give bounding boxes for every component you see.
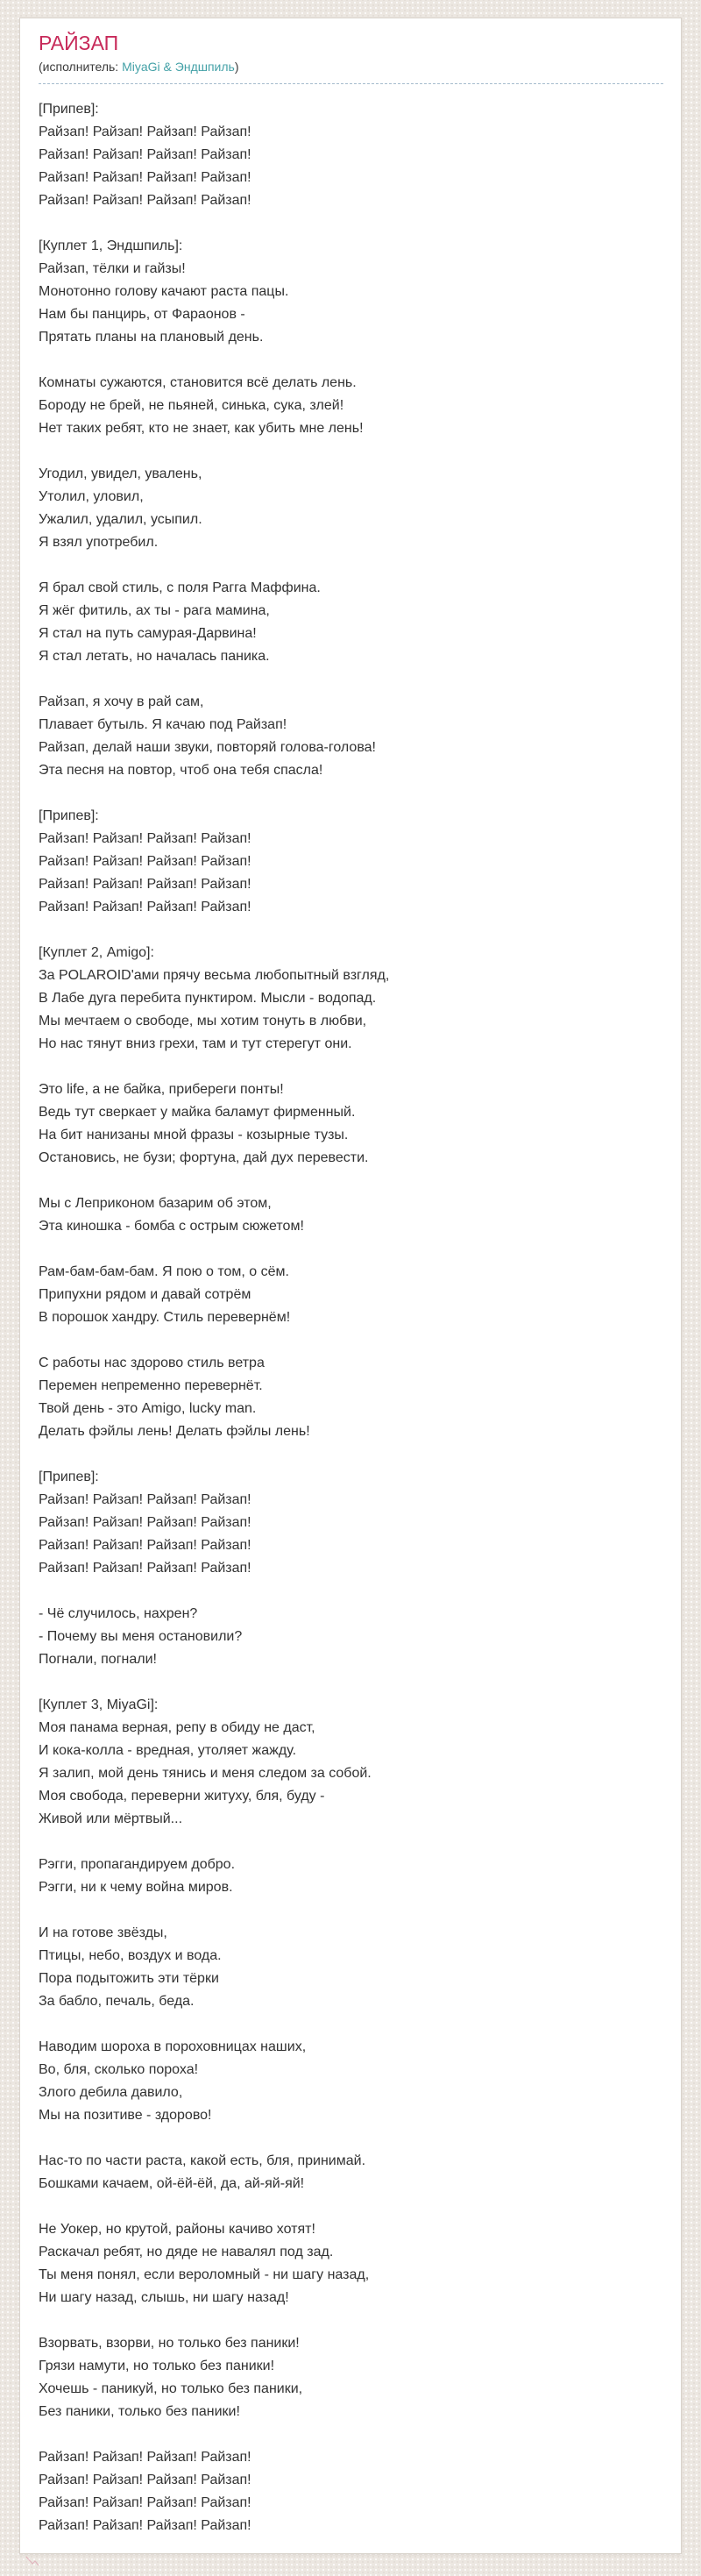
lyrics-line: Без паники, только без паники!: [39, 2404, 240, 2419]
lyrics-line: Рам-бам-бам-бам. Я пою о том, о сём.: [39, 1264, 289, 1279]
lyrics-line: Комнаты сужаются, становится всё делать лень.: [39, 375, 357, 390]
lyrics-line: Ни шагу назад, слышь, ни шагу назад!: [39, 2290, 289, 2305]
lyrics-line: Райзап! Райзап! Райзап! Райзап!: [39, 877, 251, 892]
lyrics-line: Рэгги, пропагандируем добро.: [39, 1857, 236, 1872]
lyrics-line: Мы на позитиве - здорово!: [39, 2108, 212, 2123]
lyrics-line: Райзап! Райзап! Райзап! Райзап!: [39, 170, 251, 185]
lyrics-line: Бошками качаем, ой-ёй-ёй, да, ай-яй-яй!: [39, 2176, 305, 2191]
lyrics-line: Райзап! Райзап! Райзап! Райзап!: [39, 1538, 251, 1553]
song-header: [39, 30, 663, 84]
lyrics-line: Райзап! Райзап! Райзап! Райзап!: [39, 1515, 251, 1530]
lyrics-line: Райзап! Райзап! Райзап! Райзап!: [39, 147, 251, 162]
song-title: РАЙЗАП: [39, 32, 119, 54]
lyrics-line: Угодил, увидел, увалень,: [39, 466, 202, 481]
lyrics-stanza: [39, 2332, 663, 2423]
lyrics-stanza: [39, 98, 663, 212]
lyrics-line: Плавает бутыль. Я качаю под Райзап!: [39, 717, 287, 732]
lyrics-line: Райзап! Райзап! Райзап! Райзап!: [39, 900, 251, 914]
lyrics-line: Это life, а не байка, прибереги понты!: [39, 1082, 284, 1097]
lyrics-stanza: [39, 372, 663, 440]
lyrics-line: Перемен непременно перевернёт.: [39, 1378, 263, 1393]
lyrics-line: Моя панама верная, репу в обиду не даст,: [39, 1720, 315, 1735]
lyrics-line: Рэгги, ни к чему война миров.: [39, 1880, 233, 1895]
lyrics-stanza: [39, 942, 663, 1056]
lyrics-line: Хочешь - паникуй, но только без паники,: [39, 2381, 303, 2396]
lyrics-line: Раскачал ребят, но дяде не навалял под зад.: [39, 2245, 334, 2259]
lyrics-line: Ужалил, удалил, усыпил.: [39, 512, 202, 527]
lyrics-stanza: [39, 1922, 663, 2013]
lyrics-card: [19, 18, 682, 2554]
lyrics-line: Твой день - это Amigo, lucky man.: [39, 1401, 257, 1416]
lyrics-stanza: [39, 2218, 663, 2309]
lyrics-line: Я стал на путь самурая-Дарвина!: [39, 626, 257, 641]
lyrics-stanza: [39, 1694, 663, 1831]
lyrics-line: Эта киношка - бомба с острым сюжетом!: [39, 1219, 304, 1234]
lyrics-line: [Припев]:: [39, 102, 99, 117]
lyrics-line: [Припев]:: [39, 1469, 99, 1484]
lyrics-line: - Чё случилось, нахрен?: [39, 1606, 198, 1621]
lyrics-text: [39, 98, 663, 2537]
lyrics-line: И кока-колла - вредная, утоляет жажду.: [39, 1743, 297, 1758]
lyrics-line: [Куплет 1, Эндшпиль]:: [39, 238, 183, 253]
artist-prefix-label: (исполнитель:: [39, 60, 119, 74]
lyrics-stanza: [39, 805, 663, 919]
lyrics-line: Нам бы панцирь, от Фараонов -: [39, 307, 245, 322]
lyrics-line: Мы мечтаем о свободе, мы хотим тонуть в любви,: [39, 1014, 367, 1028]
lyrics-line: В Лабе дуга перебита пунктиром. Мысли - водопад.: [39, 991, 377, 1006]
lyrics-line: Птицы, небо, воздух и вода.: [39, 1948, 222, 1963]
lyrics-line: Нас-то по части раста, какой есть, бля, принимай.: [39, 2153, 366, 2168]
lyrics-line: Райзап! Райзап! Райзап! Райзап!: [39, 2450, 251, 2465]
lyrics-line: Мы с Леприконом базарим об этом,: [39, 1196, 272, 1211]
lyrics-line: Монотонно голову качают раста пацы.: [39, 284, 289, 299]
lyrics-line: Нет таких ребят, кто не знает, как убить мне лень!: [39, 421, 364, 436]
lyrics-stanza: [39, 2446, 663, 2537]
lyrics-line: Делать фэйлы лень! Делать фэйлы лень!: [39, 1424, 310, 1439]
lyrics-stanza: [39, 463, 663, 554]
lyrics-stanza: [39, 1466, 663, 1580]
lyrics-line: Райзап! Райзап! Райзап! Райзап!: [39, 2518, 251, 2533]
lyrics-line: Взорвать, взорви, но только без паники!: [39, 2336, 300, 2351]
lyrics-line: Райзап! Райзап! Райзап! Райзап!: [39, 2473, 251, 2487]
lyrics-line: Бороду не брей, не пьяней, синька, сука, злей!: [39, 398, 344, 413]
lyrics-line: Я залип, мой день тянись и меня следом за собой.: [39, 1766, 372, 1781]
lyrics-stanza: [39, 691, 663, 782]
artist-suffix-label: ): [234, 60, 239, 74]
lyrics-line: В порошок хандру. Стиль перевернём!: [39, 1310, 291, 1325]
lyrics-line: Райзап! Райзап! Райзап! Райзап!: [39, 1492, 251, 1507]
lyrics-line: Погнали, погнали!: [39, 1652, 157, 1667]
lyrics-line: Моя свобода, переверни житуху, бля, буду -: [39, 1789, 325, 1804]
lyrics-line: Райзап! Райзап! Райзап! Райзап!: [39, 193, 251, 208]
corner-decoration-mark: [25, 2555, 40, 2567]
lyrics-stanza: [39, 1352, 663, 1443]
lyrics-line: Злого дебила давило,: [39, 2085, 183, 2100]
lyrics-line: [Припев]:: [39, 808, 99, 823]
lyrics-line: Не Уокер, но крутой, районы качиво хотят!: [39, 2222, 315, 2237]
lyrics-line: Райзап! Райзап! Райзап! Райзап!: [39, 2495, 251, 2510]
lyrics-line: Райзап, я хочу в рай сам,: [39, 694, 204, 709]
lyrics-line: Я брал свой стиль, с поля Рагга Маффина.: [39, 580, 321, 595]
lyrics-line: Остановись, не бузи; фортуна, дай дух перевести.: [39, 1150, 369, 1165]
lyrics-line: Я взял употребил.: [39, 535, 159, 550]
lyrics-line: - Почему вы меня остановили?: [39, 1629, 243, 1644]
lyrics-line: На бит нанизаны мной фразы - козырные тузы.: [39, 1128, 349, 1142]
lyrics-stanza: [39, 577, 663, 668]
lyrics-line: С работы нас здорово стиль ветра: [39, 1356, 265, 1370]
lyrics-line: Райзап! Райзап! Райзап! Райзап!: [39, 125, 251, 139]
lyrics-line: [Куплет 3, MiyaGi]:: [39, 1697, 159, 1712]
lyrics-stanza: [39, 2150, 663, 2195]
lyrics-line: [Куплет 2, Amigo]:: [39, 945, 154, 960]
lyrics-line: Прятать планы на плановый день.: [39, 330, 264, 345]
lyrics-line: Но нас тянут вниз грехи, там и тут стерегут они.: [39, 1036, 352, 1051]
lyrics-line: Наводим шороха в пороховницах наших,: [39, 2039, 307, 2054]
artist-separator: &: [163, 60, 172, 74]
lyrics-line: Эта песня на повтор, чтоб она тебя спасла!: [39, 763, 323, 778]
lyrics-line: Живой или мёртвый...: [39, 1811, 183, 1826]
lyrics-stanza: [39, 235, 663, 349]
lyrics-line: Я стал летать, но началась паника.: [39, 649, 270, 664]
artist-link-miyagi[interactable]: MiyaGi: [122, 60, 160, 74]
lyrics-line: За POLAROID'ами прячу весьма любопытный взгляд,: [39, 968, 390, 983]
lyrics-line: Ты меня понял, если вероломный - ни шагу назад,: [39, 2267, 370, 2282]
lyrics-stanza: [39, 1603, 663, 1671]
lyrics-stanza: [39, 1854, 663, 1899]
lyrics-line: Грязи намути, но только без паники!: [39, 2359, 275, 2373]
lyrics-line: Я жёг фитиль, ах ты - рага мамина,: [39, 603, 270, 618]
artist-line: [39, 58, 663, 75]
lyrics-line: Райзап! Райзап! Райзап! Райзап!: [39, 831, 251, 846]
artist-link-endshpil[interactable]: Эндшпиль: [174, 60, 235, 74]
lyrics-line: Припухни рядом и давай сотрём: [39, 1287, 251, 1302]
lyrics-stanza: [39, 1261, 663, 1329]
lyrics-line: Во, бля, сколько пороха!: [39, 2062, 199, 2077]
lyrics-stanza: [39, 1192, 663, 1238]
lyrics-line: Райзап, делай наши звуки, повторяй голова-голова!: [39, 740, 376, 755]
lyrics-line: Утолил, уловил,: [39, 489, 144, 504]
lyrics-stanza: [39, 1078, 663, 1170]
lyrics-line: За бабло, печаль, беда.: [39, 1994, 195, 2009]
lyrics-line: Райзап! Райзап! Райзап! Райзап!: [39, 1561, 251, 1576]
lyrics-stanza: [39, 2036, 663, 2127]
lyrics-line: И на готове звёзды,: [39, 1925, 167, 1940]
lyrics-line: Райзап! Райзап! Райзап! Райзап!: [39, 854, 251, 869]
lyrics-line: Пора подытожить эти тёрки: [39, 1971, 219, 1986]
lyrics-line: Ведь тут сверкает у майка баламут фирменный.: [39, 1105, 356, 1120]
lyrics-line: Райзап, тёлки и гайзы!: [39, 261, 186, 276]
